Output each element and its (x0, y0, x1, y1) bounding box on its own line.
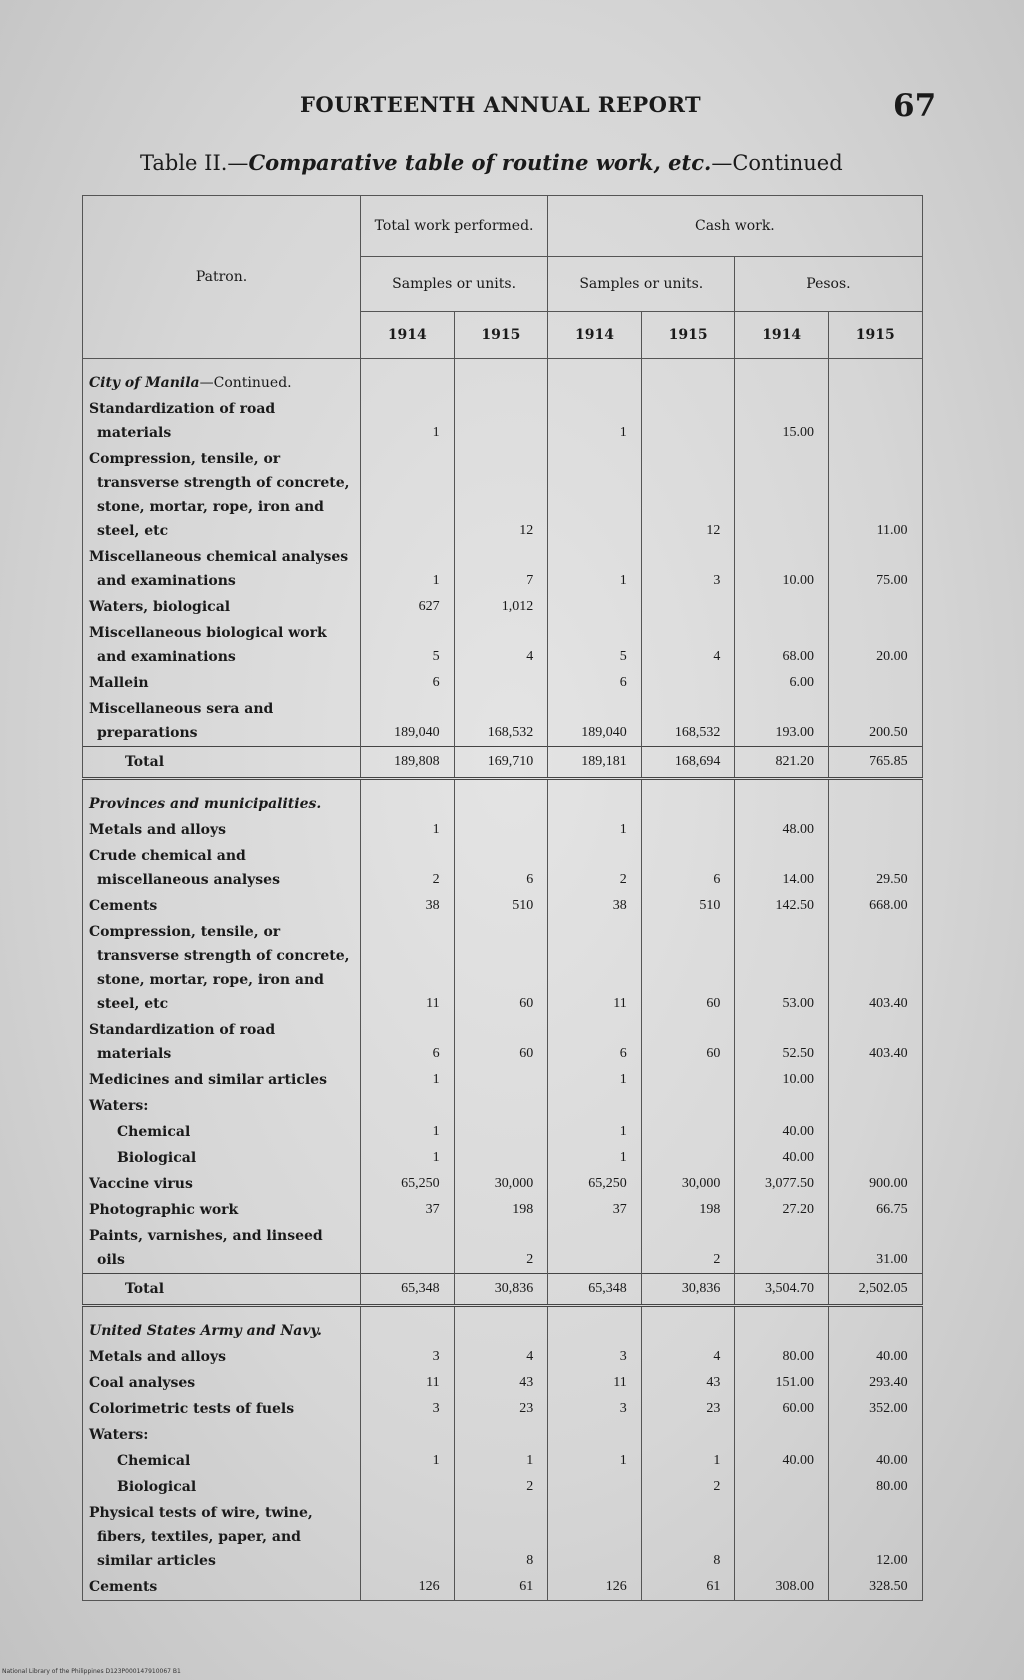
value-cell: 308.00 (735, 1574, 829, 1601)
section-heading (83, 1306, 361, 1345)
table-title-suffix: —Continued (711, 151, 843, 175)
value-cell: 900.00 (828, 1171, 922, 1197)
value-cell: 40.00 (735, 1448, 829, 1474)
value-cell: 65,348 (361, 1274, 455, 1306)
table-label: Table II.— (140, 151, 249, 175)
patron-cell: Mallein (83, 670, 361, 696)
value-cell: 2 (454, 1223, 548, 1274)
patron-cell: Standardization of road materials (83, 1017, 361, 1067)
patron-cell: Vaccine virus (83, 1171, 361, 1197)
value-cell: 6 (548, 1017, 642, 1067)
value-cell: 23 (641, 1396, 735, 1422)
value-cell (548, 1422, 642, 1448)
value-cell: 30,000 (641, 1171, 735, 1197)
value-cell: 510 (641, 893, 735, 919)
value-cell (641, 1119, 735, 1145)
value-cell: 10.00 (735, 544, 829, 594)
value-cell: 6 (361, 670, 455, 696)
value-cell (454, 1306, 548, 1345)
table-body (83, 359, 923, 1601)
value-cell (641, 817, 735, 843)
value-cell: 200.50 (828, 696, 922, 747)
value-cell (735, 359, 829, 397)
value-cell: 11 (548, 919, 642, 1017)
value-cell: 1 (361, 1067, 455, 1093)
value-cell: 1 (548, 1448, 642, 1474)
section-row (83, 779, 923, 818)
value-cell: 80.00 (735, 1344, 829, 1370)
value-cell: 5 (548, 620, 642, 670)
header-pesos: Pesos. (735, 257, 922, 312)
value-cell (641, 359, 735, 397)
patron-cell: Total (83, 1274, 361, 1306)
value-cell: 8 (454, 1500, 548, 1574)
section-continued: —Continued. (199, 375, 292, 391)
value-cell: 1 (454, 1448, 548, 1474)
table-row (83, 446, 923, 544)
value-cell: 1 (548, 1119, 642, 1145)
patron-cell: Coal analyses (83, 1370, 361, 1396)
value-cell (828, 1093, 922, 1119)
value-cell (361, 1474, 455, 1500)
table-row (83, 1223, 923, 1274)
header-year: 1915 (641, 312, 735, 359)
header-year: 1914 (735, 312, 829, 359)
header-year: 1915 (454, 312, 548, 359)
value-cell: 328.50 (828, 1574, 922, 1601)
value-cell: 30,836 (641, 1274, 735, 1306)
value-cell: 168,532 (454, 696, 548, 747)
value-cell: 53.00 (735, 919, 829, 1017)
value-cell (735, 446, 829, 544)
value-cell (361, 1500, 455, 1574)
section-heading (83, 779, 361, 818)
table-row (83, 1119, 923, 1145)
value-cell (735, 1500, 829, 1574)
value-cell: 43 (454, 1370, 548, 1396)
value-cell (641, 396, 735, 446)
header-year: 1914 (361, 312, 455, 359)
value-cell (454, 1119, 548, 1145)
value-cell: 2 (454, 1474, 548, 1500)
value-cell: 60 (454, 1017, 548, 1067)
total-row (83, 1274, 923, 1306)
value-cell: 293.40 (828, 1370, 922, 1396)
patron-cell: Medicines and similar articles (83, 1067, 361, 1093)
value-cell: 37 (548, 1197, 642, 1223)
value-cell (641, 1067, 735, 1093)
value-cell: 10.00 (735, 1067, 829, 1093)
patron-cell: Metals and alloys (83, 1344, 361, 1370)
header-year: 1915 (828, 312, 922, 359)
value-cell: 4 (641, 620, 735, 670)
patron-cell: Cements (83, 1574, 361, 1601)
value-cell (641, 1422, 735, 1448)
value-cell (454, 1422, 548, 1448)
table-row (83, 1067, 923, 1093)
value-cell (548, 1500, 642, 1574)
value-cell: 11.00 (828, 446, 922, 544)
value-cell: 1 (361, 1145, 455, 1171)
value-cell: 168,694 (641, 747, 735, 779)
value-cell: 403.40 (828, 919, 922, 1017)
value-cell: 3 (641, 544, 735, 594)
value-cell (828, 1067, 922, 1093)
value-cell (641, 594, 735, 620)
value-cell: 1,012 (454, 594, 548, 620)
value-cell: 12 (641, 446, 735, 544)
table-row (83, 1197, 923, 1223)
patron-cell: Waters, biological (83, 594, 361, 620)
value-cell: 75.00 (828, 544, 922, 594)
table-row (83, 544, 923, 594)
value-cell: 1 (361, 396, 455, 446)
section-row (83, 1306, 923, 1345)
value-cell: 29.50 (828, 843, 922, 893)
value-cell (641, 1093, 735, 1119)
value-cell (548, 594, 642, 620)
value-cell: 1 (361, 817, 455, 843)
table-row (83, 620, 923, 670)
value-cell: 510 (454, 893, 548, 919)
value-cell: 3 (548, 1344, 642, 1370)
value-cell: 43 (641, 1370, 735, 1396)
section-heading (83, 359, 361, 397)
value-cell: 30,000 (454, 1171, 548, 1197)
value-cell: 2 (548, 843, 642, 893)
value-cell: 11 (361, 1370, 455, 1396)
value-cell: 30,836 (454, 1274, 548, 1306)
value-cell: 189,040 (548, 696, 642, 747)
patron-cell: Metals and alloys (83, 817, 361, 843)
value-cell (641, 1306, 735, 1345)
value-cell: 15.00 (735, 396, 829, 446)
value-cell: 4 (641, 1344, 735, 1370)
value-cell: 2 (641, 1223, 735, 1274)
table-row (83, 1574, 923, 1601)
value-cell: 6 (641, 843, 735, 893)
patron-cell: Compression, tensile, or transverse strength of concrete, stone, mortar, rope, iron and steel, etc (83, 919, 361, 1017)
value-cell: 3 (361, 1396, 455, 1422)
value-cell: 23 (454, 1396, 548, 1422)
value-cell: 3,077.50 (735, 1171, 829, 1197)
table-row (83, 1370, 923, 1396)
value-cell: 31.00 (828, 1223, 922, 1274)
table-row (83, 696, 923, 747)
value-cell (454, 817, 548, 843)
value-cell (454, 670, 548, 696)
table-row (83, 1145, 923, 1171)
value-cell (735, 779, 829, 818)
table-row (83, 893, 923, 919)
value-cell: 668.00 (828, 893, 922, 919)
page-header (0, 88, 1024, 132)
value-cell: 6 (454, 843, 548, 893)
patron-cell: Biological (83, 1474, 361, 1500)
value-cell: 821.20 (735, 747, 829, 779)
value-cell (454, 1067, 548, 1093)
value-cell: 52.50 (735, 1017, 829, 1067)
value-cell: 169,710 (454, 747, 548, 779)
table-title: Comparative table of routine work, etc. (248, 150, 712, 175)
value-cell: 1 (548, 1145, 642, 1171)
value-cell: 8 (641, 1500, 735, 1574)
value-cell: 40.00 (828, 1448, 922, 1474)
value-cell (828, 594, 922, 620)
patron-cell: Total (83, 747, 361, 779)
patron-cell: Waters: (83, 1093, 361, 1119)
table-row (83, 843, 923, 893)
value-cell: 4 (454, 620, 548, 670)
table-row (83, 1017, 923, 1067)
value-cell: 60 (641, 919, 735, 1017)
value-cell: 189,808 (361, 747, 455, 779)
patron-cell: Miscellaneous sera and preparations (83, 696, 361, 747)
value-cell: 80.00 (828, 1474, 922, 1500)
value-cell (641, 1145, 735, 1171)
value-cell (548, 1093, 642, 1119)
value-cell (454, 1093, 548, 1119)
value-cell (361, 446, 455, 544)
value-cell (828, 1145, 922, 1171)
value-cell: 126 (548, 1574, 642, 1601)
table-row (83, 1448, 923, 1474)
table-row (83, 1171, 923, 1197)
patron-cell: Waters: (83, 1422, 361, 1448)
table-row (83, 1474, 923, 1500)
section-label: Provinces and municipalities. (89, 796, 322, 812)
value-cell: 151.00 (735, 1370, 829, 1396)
value-cell (361, 779, 455, 818)
patron-cell: Cements (83, 893, 361, 919)
patron-cell: Chemical (83, 1448, 361, 1474)
value-cell (828, 396, 922, 446)
table-caption (140, 150, 900, 175)
value-cell: 68.00 (735, 620, 829, 670)
value-cell: 14.00 (735, 843, 829, 893)
header-cash-work: Cash work. (548, 196, 922, 257)
value-cell: 40.00 (735, 1145, 829, 1171)
value-cell: 65,250 (361, 1171, 455, 1197)
value-cell (641, 779, 735, 818)
value-cell: 3 (548, 1396, 642, 1422)
value-cell: 20.00 (828, 620, 922, 670)
value-cell: 1 (361, 1119, 455, 1145)
value-cell: 168,532 (641, 696, 735, 747)
value-cell: 12 (454, 446, 548, 544)
value-cell (828, 1306, 922, 1345)
value-cell: 1 (548, 1067, 642, 1093)
value-cell: 61 (454, 1574, 548, 1601)
value-cell: 2 (641, 1474, 735, 1500)
value-cell: 1 (548, 396, 642, 446)
value-cell (735, 594, 829, 620)
value-cell (735, 1474, 829, 1500)
value-cell (641, 670, 735, 696)
value-cell (735, 1306, 829, 1345)
value-cell (548, 1474, 642, 1500)
value-cell: 65,348 (548, 1274, 642, 1306)
value-cell: 48.00 (735, 817, 829, 843)
value-cell: 60.00 (735, 1396, 829, 1422)
table-row (83, 1093, 923, 1119)
value-cell: 60 (454, 919, 548, 1017)
page-number: 67 (893, 88, 937, 124)
section-label: City of Manila (89, 375, 200, 391)
value-cell: 66.75 (828, 1197, 922, 1223)
value-cell: 765.85 (828, 747, 922, 779)
table-row (83, 817, 923, 843)
value-cell (828, 359, 922, 397)
value-cell: 198 (641, 1197, 735, 1223)
value-cell: 1 (548, 817, 642, 843)
table-row (83, 1344, 923, 1370)
value-cell: 189,181 (548, 747, 642, 779)
value-cell: 37 (361, 1197, 455, 1223)
value-cell: 6 (361, 1017, 455, 1067)
value-cell (548, 1306, 642, 1345)
value-cell: 1 (548, 544, 642, 594)
patron-cell: Photographic work (83, 1197, 361, 1223)
value-cell: 4 (454, 1344, 548, 1370)
header-year: 1914 (548, 312, 642, 359)
patron-cell: Chemical (83, 1119, 361, 1145)
value-cell (361, 1093, 455, 1119)
value-cell: 6 (548, 670, 642, 696)
value-cell: 2 (361, 843, 455, 893)
value-cell (828, 670, 922, 696)
value-cell: 142.50 (735, 893, 829, 919)
value-cell: 627 (361, 594, 455, 620)
value-cell: 3 (361, 1344, 455, 1370)
patron-cell: Crude chemical and miscellaneous analyses (83, 843, 361, 893)
value-cell (548, 779, 642, 818)
value-cell (548, 446, 642, 544)
value-cell: 38 (548, 893, 642, 919)
value-cell (548, 359, 642, 397)
patron-cell: Biological (83, 1145, 361, 1171)
value-cell (548, 1223, 642, 1274)
footer-note: National Library of the Philippines D123P000147910067 B1 (2, 1668, 181, 1675)
value-cell (828, 779, 922, 818)
value-cell: 61 (641, 1574, 735, 1601)
value-cell: 126 (361, 1574, 455, 1601)
value-cell: 3,504.70 (735, 1274, 829, 1306)
value-cell: 198 (454, 1197, 548, 1223)
value-cell: 38 (361, 893, 455, 919)
patron-cell: Physical tests of wire, twine, fibers, textiles, paper, and similar articles (83, 1500, 361, 1574)
value-cell (735, 1422, 829, 1448)
value-cell (361, 1223, 455, 1274)
value-cell: 352.00 (828, 1396, 922, 1422)
section-label: United States Army and Navy. (89, 1323, 322, 1339)
patron-cell: Miscellaneous biological work and examinations (83, 620, 361, 670)
value-cell (454, 359, 548, 397)
value-cell: 11 (548, 1370, 642, 1396)
report-title: FOURTEENTH ANNUAL REPORT (300, 92, 702, 117)
value-cell: 40.00 (828, 1344, 922, 1370)
value-cell: 12.00 (828, 1500, 922, 1574)
value-cell: 40.00 (735, 1119, 829, 1145)
table-row (83, 1500, 923, 1574)
value-cell: 60 (641, 1017, 735, 1067)
value-cell: 7 (454, 544, 548, 594)
header-total-work: Total work performed. (361, 196, 548, 257)
value-cell: 1 (361, 1448, 455, 1474)
value-cell (735, 1223, 829, 1274)
value-cell: 189,040 (361, 696, 455, 747)
table-row (83, 594, 923, 620)
value-cell: 27.20 (735, 1197, 829, 1223)
table-row (83, 396, 923, 446)
value-cell (454, 396, 548, 446)
patron-cell: Miscellaneous chemical analyses and examinations (83, 544, 361, 594)
value-cell: 403.40 (828, 1017, 922, 1067)
value-cell: 2,502.05 (828, 1274, 922, 1306)
patron-cell: Paints, varnishes, and linseed oils (83, 1223, 361, 1274)
value-cell: 6.00 (735, 670, 829, 696)
value-cell (735, 1093, 829, 1119)
value-cell: 193.00 (735, 696, 829, 747)
patron-cell: Compression, tensile, or transverse strength of concrete, stone, mortar, rope, iron and steel, etc (83, 446, 361, 544)
value-cell: 1 (361, 544, 455, 594)
value-cell (361, 1306, 455, 1345)
table-row (83, 1396, 923, 1422)
value-cell: 11 (361, 919, 455, 1017)
section-row (83, 359, 923, 397)
table-row (83, 670, 923, 696)
value-cell (454, 1145, 548, 1171)
table-row (83, 919, 923, 1017)
header-samples-cash: Samples or units. (548, 257, 735, 312)
table-row (83, 1422, 923, 1448)
value-cell: 1 (641, 1448, 735, 1474)
header-samples-total: Samples or units. (361, 257, 548, 312)
routine-work-table (82, 195, 923, 1601)
value-cell (361, 1422, 455, 1448)
value-cell: 5 (361, 620, 455, 670)
patron-cell: Colorimetric tests of fuels (83, 1396, 361, 1422)
value-cell (828, 817, 922, 843)
total-row (83, 747, 923, 779)
value-cell (828, 1119, 922, 1145)
header-patron: Patron. (83, 196, 361, 359)
patron-cell: Standardization of road materials (83, 396, 361, 446)
value-cell (454, 779, 548, 818)
value-cell (828, 1422, 922, 1448)
value-cell: 65,250 (548, 1171, 642, 1197)
value-cell (361, 359, 455, 397)
